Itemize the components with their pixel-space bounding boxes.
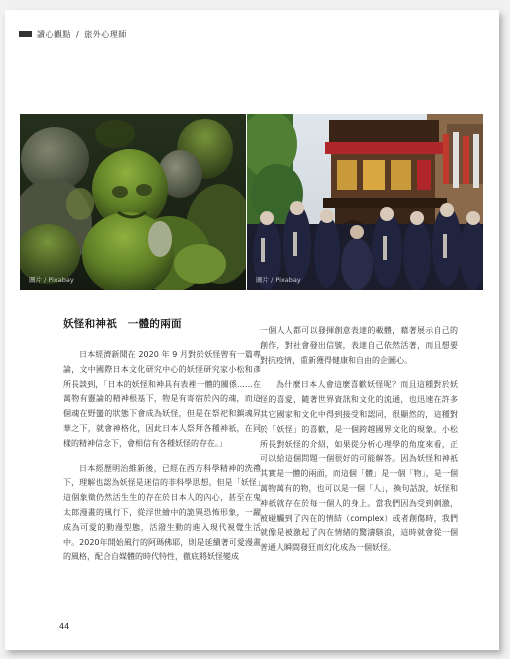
page-header <box>19 28 127 40</box>
header-column: 旅外心理師 <box>84 29 127 39</box>
header-slash: / <box>76 29 80 39</box>
article-paragraph: 為什麼日本人會這麼喜歡妖怪呢？而且這種對於妖怪的喜愛，隨著世界資訊和文化的流通，也迅速在許多其它國家和文化中得到接受和認同，很顯然的，這種對於「妖怪」的喜歡，是一個跨越國界文化的現象。小松所長對妖怪的介紹，如果從分析心理學的角度來看，正可以給這個問題一個很好的可能解答。因為妖怪和神祇其實是一體的兩面，而這個「體」是一個「物」，是一個萬物萬有的物，也可以是一個「人」，換句話說，妖怪和神祇就存在於每一個人的身上。當我們因為受到刺激，被碰觸到了內在的情結（complex）或者創傷時，我們就像是被激起了內在情緒的驚濤駭浪，這時就會從一個普通人瞬間發狂而幻化成為一個妖怪。 <box>260 380 458 553</box>
article-title: 妖怪和神祇 一體的兩面 <box>63 318 182 330</box>
festival-float-image <box>247 114 483 290</box>
article-column-right <box>260 324 458 566</box>
article-column-left <box>63 316 261 575</box>
festival-float-photo <box>247 114 483 290</box>
article-paragraph: 日本經歷明治維新後，已經在西方科學精神的洗禮下，理解也認為妖怪是迷信的非科學思想。但是「妖怪」這個象徵仍然活生生的存在於日本人的內心，甚至在鬼太郎漫畫的風行下，從浮世繪中的詭異恐怖形象，一躍成為可愛的動漫型態，活潑生動的進入現代視覺生活中。2020年開始風行的阿瑪佛耶，則是延續著可愛漫畫的風格，配合自媒體的時代特性，徹底將妖怪變成 <box>63 463 261 562</box>
photo-credit: 圖片 / Pixabay <box>256 276 301 284</box>
header-bar-mark <box>19 31 32 37</box>
page-number: 44 <box>59 622 70 631</box>
moss-stone-statues-photo <box>20 114 246 290</box>
magazine-page <box>5 10 499 650</box>
moss-stone-statues-image <box>20 114 246 290</box>
header-section: 讀心觀點 <box>37 29 71 39</box>
photo-credit: 圖片 / Pixabay <box>29 276 74 284</box>
article-paragraph: 一個人人都可以發揮創意表達的載體，藉著展示自己的創作，對社會發出信號，表達自己依然活著，而且想要對抗疫情，重新獲得健康和自由的企圖心。 <box>260 326 458 365</box>
article-paragraph: 日本經濟新聞在 2020 年 9 月對於妖怪曾有一篇專論，文中國際日本文化研究中心的妖怪研究家小松和彥所長談到，「日本的妖怪和神具有表裡一體的關係……在萬物有靈論的精神根基下，物是有寄宿於內的魂，而這個魂在野蠻的狀態下會成為妖怪，但是在祭祀和鎮魂昇華之下，就會神格化，因此日本人祭拜各種神祇，在同樣的精神信念下，會相信有各種妖怪的存在。」 <box>63 350 261 448</box>
